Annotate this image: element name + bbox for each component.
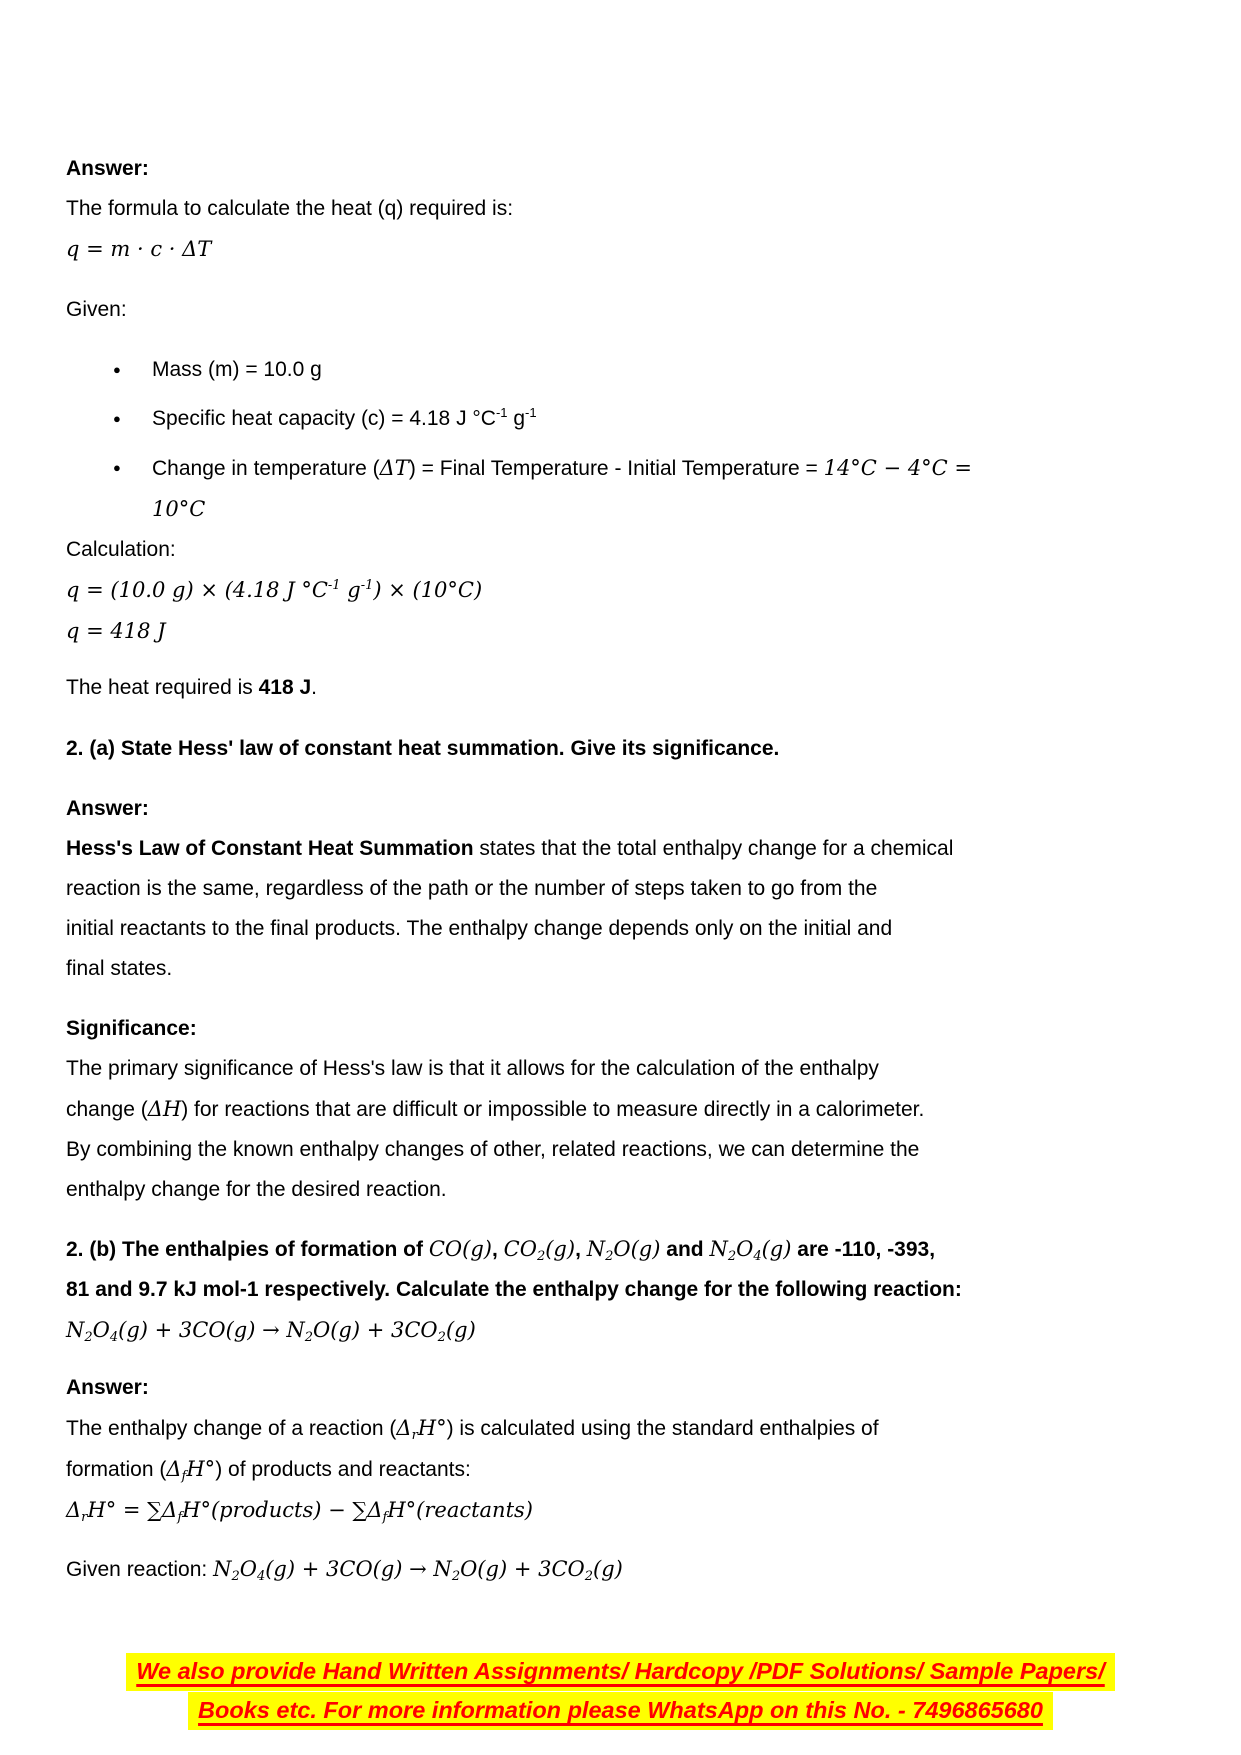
list-item xyxy=(66,448,1175,530)
bullet-text-delta-t: Change in temperature (ΔT) = Final Temperature - Initial Temperature = 14°C − 4°C = 10°C xyxy=(152,456,973,521)
bullet-icon: ● xyxy=(113,460,121,475)
given-reaction-line: Given reaction: $N_2O_4(g) + 3CO(g) \to N_2O(g) + 3CO_2(g)$ xyxy=(66,1557,623,1584)
calculation-line-1: q = (10.0 g) × (4.18 J $^\circ C^{-1}$ $g^{-1}) \times (10^\circ C)$ xyxy=(66,578,483,602)
heat-formula: q = m · c · ΔT xyxy=(66,237,212,261)
bullet-icon: ● xyxy=(113,411,121,426)
heat-result: The heat required is 418 J. xyxy=(66,676,318,699)
footer-highlight-text: Books etc. For more information please WhatsApp on this No. - 7496865680 xyxy=(188,1692,1053,1730)
given-bullet-list xyxy=(66,350,1175,530)
formula-intro: The formula to calculate the heat (q) required is: xyxy=(66,197,514,220)
list-item xyxy=(66,350,1175,390)
answer-label-1: Answer: xyxy=(66,157,149,180)
calculation-line-2: q = 418 J xyxy=(66,619,166,643)
question-2b: 2. (b) The enthalpies of formation of CO(g), $CO_2(g)$, $N_2O(g)$ and $N_2O_4(g)$ are -110, -393, 81 and 9.7 kJ mol-1 respectively. Calculate the enthalpy change for the following reaction: xyxy=(66,1237,962,1301)
answer-label-2: Answer: xyxy=(66,797,149,820)
bullet-icon: ● xyxy=(113,362,121,377)
calculation-label: Calculation: xyxy=(66,538,176,561)
given-label: Given: xyxy=(66,298,127,321)
footer-line-2 xyxy=(0,1692,1241,1730)
significance-label: Significance: xyxy=(66,1017,197,1040)
hess-summation-equation: $\Delta_rH^\circ$ = $\sum\Delta_fH^\circ(products)$ − $\sum\Delta_fH^\circ(reactants)$ xyxy=(66,1498,533,1525)
bullet-text-specific-heat: Specific heat capacity (c) = 4.18 J $^\circ C^{-1}$ $g^{-1}$ xyxy=(152,405,537,430)
significance-paragraph: The primary significance of Hess's law is that it allows for the calculation of the enthalpy change (ΔH) for reactions that are difficult or impossible to measure directly in a calorimeter. By combining the known enthalpy changes of other, related reactions, we can determine the enthalpy change for the desired reaction. xyxy=(66,1057,925,1201)
footer-line-1 xyxy=(0,1653,1241,1691)
footer-banner xyxy=(0,1653,1241,1731)
footer-highlight-text: We also provide Hand Written Assignments/ Hardcopy /PDF Solutions/ Sample Papers/ xyxy=(126,1653,1115,1691)
question-2a: 2. (a) State Hess' law of constant heat summation. Give its significance. xyxy=(66,737,780,760)
list-item xyxy=(66,399,1175,439)
reaction-equation: $N_2O_4(g) + 3CO(g) \to N_2O(g) + 3CO_2(g)$ xyxy=(66,1318,476,1345)
answer-label-3: Answer: xyxy=(66,1376,149,1399)
hess-law-paragraph: Hess's Law of Constant Heat Summation states that the total enthalpy change for a chemical reaction is the same, regardless of the path or the number of steps taken to go from the initial reactants to the final products. The enthalpy change depends only on the initial and final states. xyxy=(66,837,954,980)
bullet-text-mass: Mass (m) = 10.0 g xyxy=(152,358,322,381)
enthalpy-change-paragraph: The enthalpy change of a reaction $(\Delta_rH^\circ)$ is calculated using the standard enthalpies of formation $(\Delta_fH^\circ)$ of products and reactants: xyxy=(66,1416,879,1484)
